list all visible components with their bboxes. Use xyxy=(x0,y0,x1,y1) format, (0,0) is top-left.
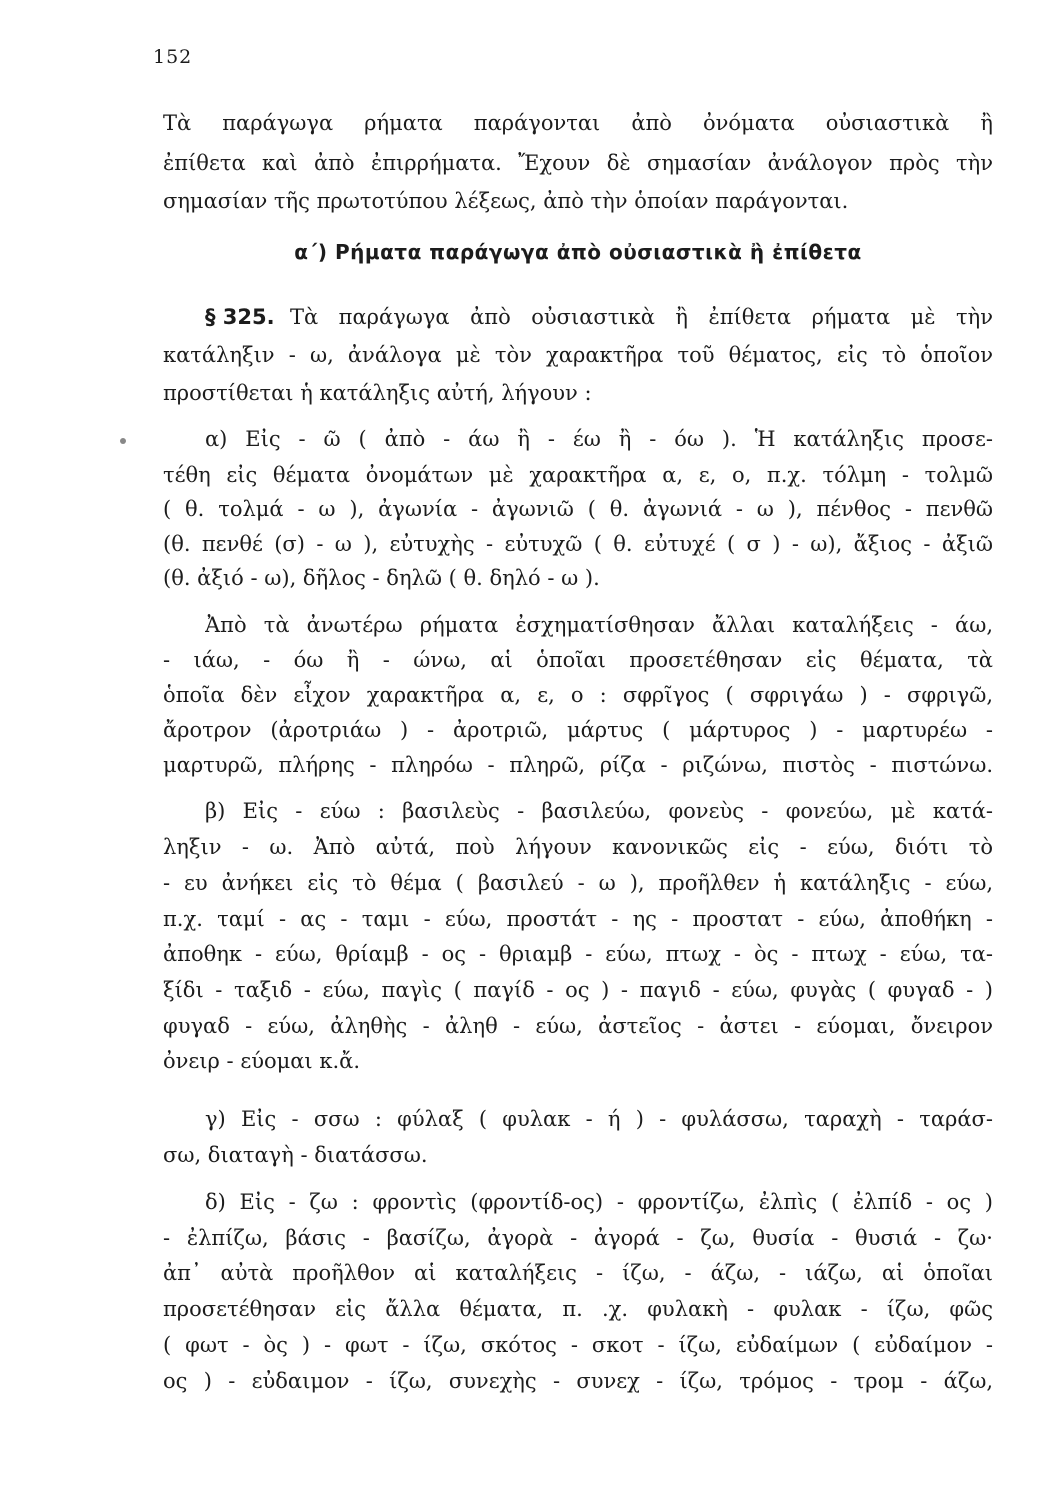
section-line-2: κατάληξιν - ω, ἀνάλογα μὲ τὸν χαρακτῆρα τοῦ θέματος, εἰς τὸ ὁποῖον xyxy=(163,343,993,367)
body-line: μαρτυρῶ, πλήρης - πληρόω - πληρῶ, ρίζα - ριζώνω, πιστὸς - πιστώνω. xyxy=(163,753,993,777)
section-line-3: προστίθεται ἡ κατάληξις αὐτή, λήγουν : xyxy=(163,381,592,405)
body-line: - ιάω, - όω ἢ - ώνω, αἱ ὁποῖαι προσετέθησαν εἰς θέματα, τὰ xyxy=(163,648,993,672)
body-line: β) Εἰς - εύω : βασιλεὺς - βασιλεύω, φονεὺς - φονεύω, μὲ κατά- xyxy=(205,799,993,823)
body-line: α) Εἰς - ῶ ( ἀπὸ - άω ἢ - έω ἢ - όω ). Ἡ κατάληξις προσε- xyxy=(205,427,993,451)
body-line: ( φωτ - ὸς ) - φωτ - ίζω, σκότος - σκοτ - ίζω, εὐδαίμων ( εὐδαίμον - xyxy=(163,1333,993,1357)
section-line-1: Τὰ παράγωγα ἀπὸ οὐσιαστικὰ ἢ ἐπίθετα ρήματα μὲ τὴν xyxy=(290,305,993,329)
body-line: ληξιν - ω. Ἀπὸ αὐτά, ποὺ λήγουν κανονικῶς εἰς - εύω, διότι τὸ xyxy=(163,835,993,859)
subsection-heading: α΄) Ρήματα παράγωγα ἀπὸ οὐσιαστικὰ ἢ ἐπίθετα xyxy=(294,240,862,264)
body-line: φυγαδ - εύω, ἀληθὴς - ἀληθ - εύω, ἀστεῖος - ἀστει - εύομαι, ὄνειρον xyxy=(163,1014,993,1038)
intro-line-3: σημασίαν τῆς πρωτοτύπου λέξεως, ἀπὸ τὴν ὁποίαν παράγονται. xyxy=(163,189,849,213)
body-line: ἄροτρον (ἀροτριάω ) - ἀροτριῶ, μάρτυς ( μάρτυρος ) - μαρτυρέω - xyxy=(163,718,993,742)
body-line: - ευ ἀνήκει εἰς τὸ θέμα ( βασιλεύ - ω ), προῆλθεν ἡ κατάληξις - εύω, xyxy=(163,871,993,895)
body-line: Ἀπὸ τὰ ἀνωτέρω ρήματα ἐσχηματίσθησαν ἄλλαι καταλήξεις - άω, xyxy=(205,613,993,637)
body-line: δ) Εἰς - ζω : φροντὶς (φροντίδ-ος) - φροντίζω, ἐλπὶς ( ἐλπίδ - ος ) xyxy=(205,1190,993,1214)
page-number: 152 xyxy=(153,46,193,68)
body-line: προσετέθησαν εἰς ἄλλα θέματα, π. .χ. φυλακὴ - φυλακ - ίζω, φῶς xyxy=(163,1297,993,1321)
section-mark xyxy=(205,302,285,332)
body-line: ὀνειρ - εύομαι κ.ἄ. xyxy=(163,1049,360,1073)
body-line: (θ. ἀξιό - ω), δῆλος - δηλῶ ( θ. δηλό - ω ). xyxy=(163,566,600,590)
body-line: (θ. πενθέ (σ) - ω ), εὐτυχὴς - εὐτυχῶ ( θ. εὐτυχέ ( σ ) - ω), ἄξιος - ἀξιῶ xyxy=(163,532,993,556)
body-line: ( θ. τολμά - ω ), ἀγωνία - ἀγωνιῶ ( θ. ἀγωνιά - ω ), πένθος - πενθῶ xyxy=(163,497,993,521)
section-number: § 325. xyxy=(205,305,275,329)
body-line: σω, διαταγὴ - διατάσσω. xyxy=(163,1143,428,1167)
body-line: γ) Εἰς - σσω : φύλαξ ( φυλακ - ή ) - φυλάσσω, ταραχὴ - ταράσ- xyxy=(205,1107,993,1131)
margin-dot xyxy=(120,438,126,444)
body-line: ἀποθηκ - εύω, θρίαμβ - ος - θριαμβ - εύω, πτωχ - ὸς - πτωχ - εύω, τα- xyxy=(163,942,993,966)
body-line: ὁποῖα δὲν εἶχον χαρακτῆρα α, ε, ο : σφρῖγος ( σφριγάω ) - σφριγῶ, xyxy=(163,683,993,707)
intro-line-1: Τὰ παράγωγα ρήματα παράγονται ἀπὸ ὀνόματα οὐσιαστικὰ ἢ xyxy=(163,111,993,135)
body-line: ἀπ᾽ αὐτὰ προῆλθον αἱ καταλήξεις - ίζω, - άζω, - ιάζω, αἱ ὁποῖαι xyxy=(163,1261,993,1285)
body-line: - ἐλπίζω, βάσις - βασίζω, ἀγορὰ - ἀγορά - ζω, θυσία - θυσιά - ζω· xyxy=(163,1226,993,1250)
body-line: π.χ. ταμί - ας - ταμι - εύω, προστάτ - ης - προστατ - εύω, ἀποθήκη - xyxy=(163,907,993,931)
body-line: τέθη εἰς θέματα ὀνομάτων μὲ χαρακτῆρα α, ε, ο, π.χ. τόλμη - τολμῶ xyxy=(163,463,993,487)
intro-line-2: ἐπίθετα καὶ ἀπὸ ἐπιρρήματα. Ἔχουν δὲ σημασίαν ἀνάλογον πρὸς τὴν xyxy=(163,151,993,175)
body-line: ξίδι - ταξιδ - εύω, παγὶς ( παγίδ - ος ) - παγιδ - εύω, φυγὰς ( φυγαδ - ) xyxy=(163,978,993,1002)
body-line: ος ) - εὐδαιμον - ίζω, συνεχὴς - συνεχ - ίζω, τρόμος - τρομ - άζω, xyxy=(163,1369,993,1393)
